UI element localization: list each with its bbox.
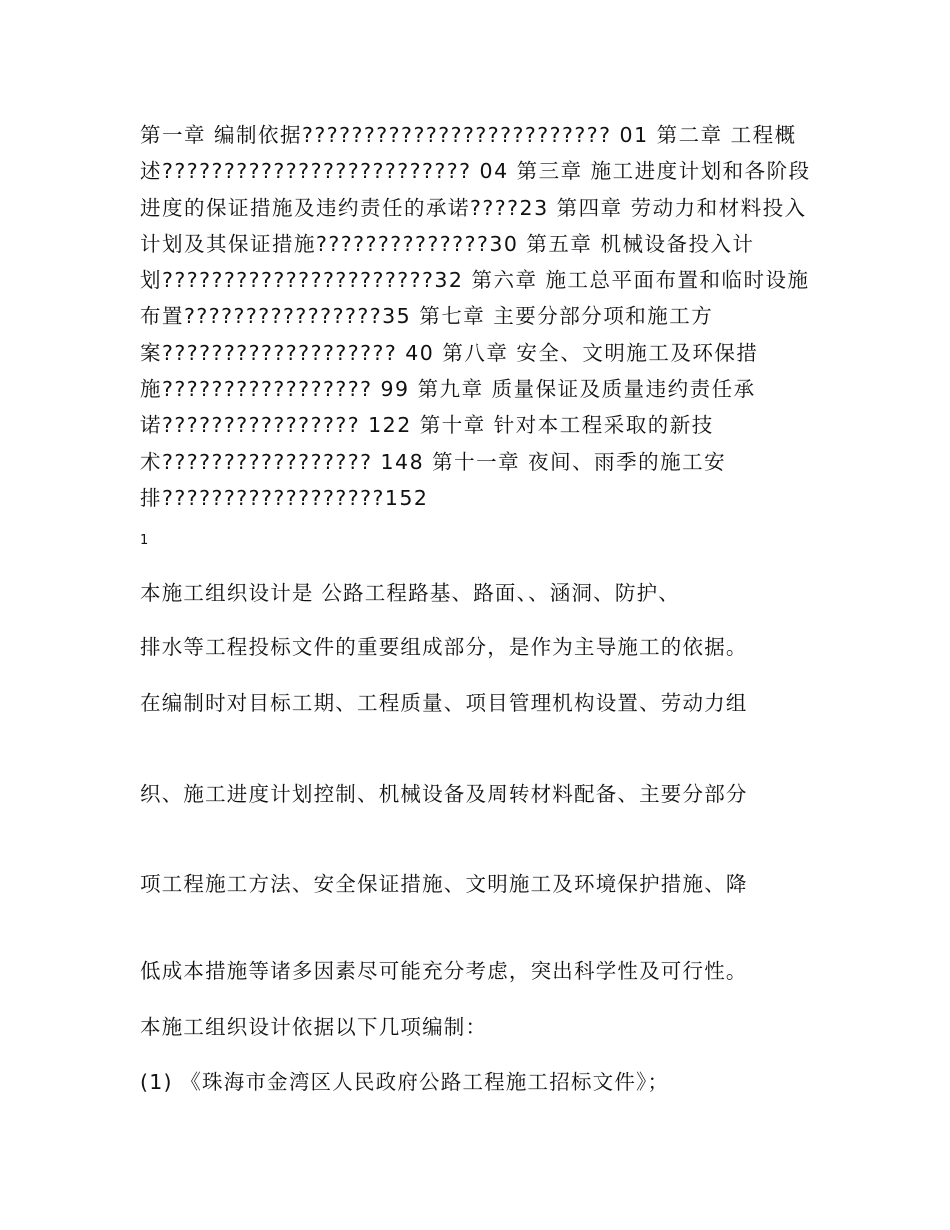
paragraph-basis-item-1: (1) 《珠海市金湾区人民政府公路工程施工招标文件》； — [140, 1070, 670, 1094]
paragraph-intro-line-1: 本施工组织设计是 公路工程路基、路面、、涵洞、防护、 — [140, 581, 680, 605]
paragraph-intro-line-3: 在编制时对目标工期、工程质量、项目管理机构设置、劳动力组 — [140, 691, 748, 715]
paragraph-intro-line-5: 项工程施工方法、安全保证措施、文明施工及环境保护措施、降 — [140, 872, 748, 896]
paragraph-intro-line-4: 织、施工进度计划控制、机械设备及周转材料配备、主要分部分 — [140, 782, 748, 806]
paragraph-intro-line-6: 低成本措施等诸多因素尽可能充分考虑，突出科学性及可行性。 — [140, 959, 748, 983]
paragraph-basis-heading: 本施工组织设计依据以下几项编制： — [140, 1015, 488, 1039]
page-number: 1 — [140, 533, 149, 548]
table-of-contents: 第一章 编制依据????????????????????????? 01 第二章 工程概述????????????????????????? 04 第三章 施工进度计划和各阶段进度的保证措施及违约责任的承诺????23 第四章 劳动力和材料投入计划及其保证措施??????????????30 第五章 机械设备投入计划??????????????????????32 第六章 施工总平面布置和临时设施布置????????????????35 第七章 主要分部分项和施工方案??????????????????? 40 第八章 安全、文明施工及环保措施????????????????? 99 第九章 质量保证及质量违约责任承诺???????????????? 122 第十章 针对本工程采取的新技术????????????????? 148 第十一章 夜间、雨季的施工安排??????????????????152 — [140, 123, 811, 510]
paragraph-intro-line-2: 排水等工程投标文件的重要组成部分，是作为主导施工的依据。 — [140, 635, 748, 659]
